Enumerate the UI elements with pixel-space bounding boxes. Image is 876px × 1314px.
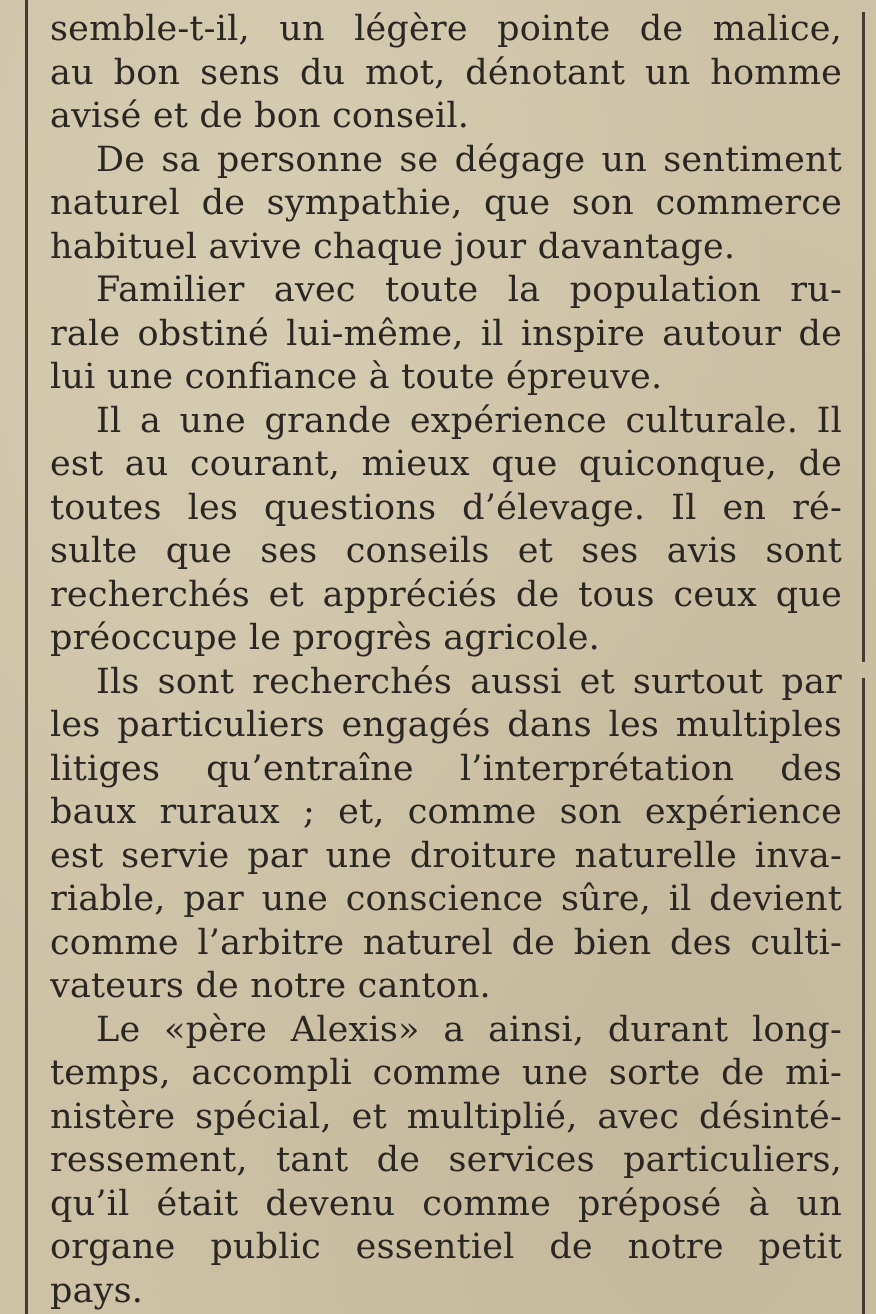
article-line: Il a une grande expérience culturale. Il	[96, 400, 842, 441]
column-rule-left	[25, 0, 28, 1314]
article-line: sulte que ses conseils et ses avis sont	[50, 531, 842, 571]
column-rule-right-upper	[862, 12, 865, 662]
article-line: Ils sont recherchés aussi et surtout par	[96, 661, 842, 702]
article-line: lui une confiance à toute épreuve.	[50, 357, 663, 397]
article-line: préoccupe le progrès agricole.	[50, 618, 600, 658]
article-line: Le «père Alexis» a ainsi, durant long-	[96, 1009, 842, 1050]
article-line: baux ruraux ; et, comme son expérience	[50, 792, 842, 832]
article-line: avisé et de bon conseil.	[50, 96, 470, 136]
article-line: litiges qu’entraîne l’interprétation des	[50, 748, 842, 789]
column-rule-right-lower	[862, 678, 865, 1314]
article-text-column	[50, 8, 842, 1313]
article-line: semble-t-il, un légère pointe de malice,	[50, 9, 842, 49]
article-line: comme l’arbitre naturel de bien des culti-	[50, 922, 842, 963]
article-line: organe public essentiel de notre petit	[50, 1227, 842, 1267]
article-line: qu’il était devenu comme préposé à un	[50, 1183, 842, 1224]
article-line: Familier avec toute la population ru-	[96, 270, 842, 310]
article-line: temps, accompli comme une sorte de mi-	[50, 1053, 842, 1093]
article-line: naturel de sympathie, que son commerce	[50, 183, 842, 223]
article-line: rale obstiné lui-même, il inspire autour de	[50, 313, 842, 354]
article-line: est au courant, mieux que quiconque, de	[50, 444, 842, 484]
article-line: nistère spécial, et multiplié, avec désinté-	[50, 1096, 842, 1137]
article-line: De sa personne se dégage un sentiment	[96, 139, 842, 180]
article-line: recherchés et appréciés de tous ceux que	[50, 574, 842, 615]
article-line: habituel avive chaque jour davantage.	[50, 226, 736, 267]
article-line: au bon sens du mot, dénotant un homme	[50, 52, 842, 93]
article-line: est servie par une droiture naturelle inva-	[50, 835, 842, 876]
article-line: riable, par une conscience sûre, il devient	[50, 879, 842, 919]
article-line: toutes les questions d’élevage. Il en ré-	[50, 487, 842, 528]
article-line: ressement, tant de services particuliers,	[50, 1140, 842, 1180]
article-line: vateurs de notre canton.	[50, 966, 491, 1006]
article-line: pays.	[50, 1270, 144, 1311]
article-line: les particuliers engagés dans les multiples	[50, 705, 842, 745]
